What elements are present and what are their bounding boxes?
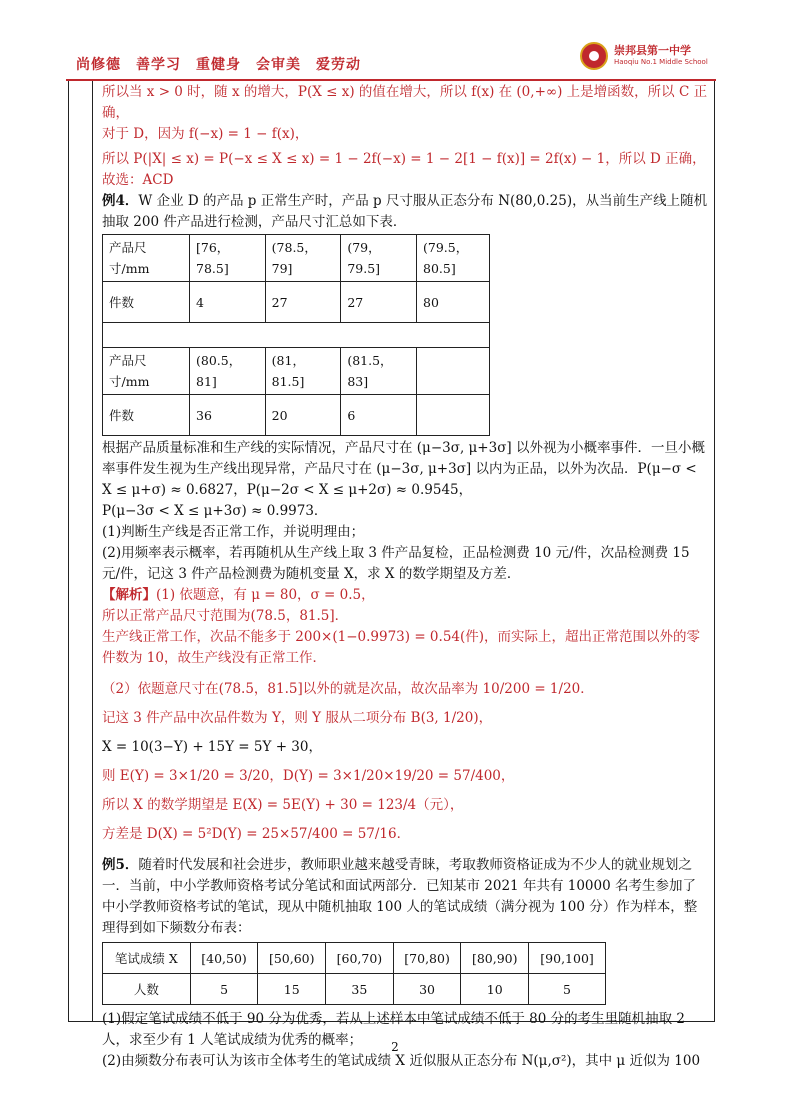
school-logo <box>580 40 710 74</box>
table-row <box>103 974 606 1005</box>
table-cell <box>417 395 490 436</box>
table-cell: (80.5，81] <box>190 348 266 395</box>
score-table <box>102 942 606 1005</box>
table-cell: 件数 <box>103 395 190 436</box>
table-row <box>103 395 490 436</box>
school-name-en: Haoqiu No.1 Middle School <box>614 58 708 66</box>
document-body <box>102 82 708 1072</box>
example-5-text: 随着时代发展和社会进步，教师职业越来越受青睐，考取教师资格证成为不少人的就业规划之一．当前，中小学教师资格考试分笔试和面试两部分．已知某市 2021 年共有 10000 名考生参加了中小学教师资格考试的笔试，现从中随机抽取 100 人的笔试成绩（满分视为 100 分）作为样本，整理得到如下频数分布表： <box>102 857 698 936</box>
solution-answer: 故选：ACD <box>102 172 174 188</box>
example-4 <box>102 191 708 233</box>
solution-line-1: 所以当 x > 0 时，随 x 的增大，P(X ≤ x) 的值在增大，所以 f(x) 在 (0,+∞) 上是增函数，所以 C 正确， <box>102 84 708 121</box>
solution-step-4-text: （2）依题意尺寸在(78.5，81.5]以外的就是次品，故次品率为 <box>102 681 479 697</box>
solution-step-1-text: (1) 依题意，有 μ = 80，σ = 0.5， <box>156 587 375 603</box>
page-header <box>66 38 716 78</box>
table-cell: [90,100] <box>529 943 606 974</box>
question-2: (2)用频率表示概率，若再随机从生产线上取 3 件产品复检，正品检测费 10 元/件，次品检测费 15 元/件，记这 3 件产品检测费为随机变量 X，求 X 的数学期望及方差． <box>102 545 690 582</box>
table-cell: 笔试成绩 X <box>103 943 191 974</box>
table-cell: 20 <box>265 395 341 436</box>
school-name-cn: 崇邦县第一中学 <box>614 44 691 57</box>
table-row <box>103 348 490 395</box>
table-cell: 人数 <box>103 974 191 1005</box>
table-cell: 27 <box>265 282 341 323</box>
margin-line <box>92 81 93 1021</box>
page-number: 2 <box>391 1040 399 1054</box>
table-cell: 5 <box>529 974 606 1005</box>
table-cell: [70,80) <box>393 943 461 974</box>
table-cell: 4 <box>190 282 266 323</box>
table-cell: [76，78.5] <box>190 235 266 282</box>
table-cell: (78.5，79] <box>265 235 341 282</box>
table-cell: [80,90) <box>461 943 529 974</box>
context-paragraph: 根据产品质量标准和生产线的实际情况，产品尺寸在 (μ−3σ, μ+3σ] 以外视为小概率事件．一旦小概率事件发生视为生产线出现异常，产品尺寸在 (μ−3σ, μ+3σ] 以内为正品，以外为次品．P(μ−σ < X ≤ μ+σ) ≈ 0.6827，P(μ−2σ < X ≤ μ+2σ) ≈ 0.9545， <box>102 440 705 498</box>
table-cell: 件数 <box>103 282 190 323</box>
solution-step-7: 则 E(Y) = 3×1/20 = 3/20，D(Y) = 3×1/20×19/20 = 57/400， <box>102 768 515 784</box>
table-cell: [40,50) <box>190 943 258 974</box>
example-5-question-1: (1)假定笔试成绩不低于 90 分为优秀，若从上述样本中笔试成绩不低于 80 分的考生里随机抽取 2 人，求至少有 1 人笔试成绩为优秀的概率； <box>102 1011 686 1048</box>
table-cell: [50,60) <box>258 943 326 974</box>
table-cell: (79.5，80.5] <box>417 235 490 282</box>
example-5-label: 例5． <box>102 857 139 873</box>
solution-step-9: 方差是 D(X) = 5²D(Y) = 25×57/400 = 57/16． <box>102 826 411 842</box>
school-emblem-icon <box>580 42 608 70</box>
table-cell: 10 <box>461 974 529 1005</box>
solution-step-5: 记这 3 件产品中次品件数为 Y，则 Y 服从二项分布 B(3, 1/20)， <box>102 710 493 726</box>
table-cell: 6 <box>341 395 417 436</box>
example-4-text: W 企业 D 的产品 p 正常生产时，产品 p 尺寸服从正态分布 N(80,0.25)，从当前生产线上随机抽取 200 件产品进行检测，产品尺寸汇总如下表． <box>102 193 708 230</box>
example-5 <box>102 855 708 939</box>
example-4-label: 例4． <box>102 193 139 209</box>
solution-line-3: 所以 P(|X| ≤ x) = P(−x ≤ X ≤ x) = 1 − 2f(−x) = 1 − 2[1 − f(x)] = 2f(x) − 1，所以 D 正确， <box>102 151 706 167</box>
table-cell: 36 <box>190 395 266 436</box>
question-1: (1)判断生产线是否正常工作，并说明理由； <box>102 524 365 540</box>
solution-step-3: 生产线正常工作，次品不能多于 200×(1−0.9973) = 0.54(件)，而实际上，超出正常范围以外的零件数为 10，故生产线没有正常工作． <box>102 629 701 666</box>
table-cell: 35 <box>326 974 394 1005</box>
table-cell: (81.5，83] <box>341 348 417 395</box>
solution-step-2: 所以正常产品尺寸范围为(78.5，81.5]． <box>102 608 349 624</box>
table-cell: 15 <box>258 974 326 1005</box>
table-cell: (81，81.5] <box>265 348 341 395</box>
solution-step-8: 所以 X 的数学期望是 E(X) = 5E(Y) + 30 = 123/4（元）， <box>102 797 464 813</box>
defect-rate: 10/200 = 1/20． <box>482 681 594 697</box>
table-row <box>103 943 606 974</box>
table-cell: 5 <box>190 974 258 1005</box>
table-cell: [60,70) <box>326 943 394 974</box>
table-cell: (79，79.5] <box>341 235 417 282</box>
table-cell: 产品尺寸/mm <box>103 348 190 395</box>
size-table <box>102 234 490 436</box>
table-cell: 30 <box>393 974 461 1005</box>
table-cell: 80 <box>417 282 490 323</box>
table-cell: 产品尺寸/mm <box>103 235 190 282</box>
example-5-question-2: (2)由频数分布表可认为该市全体考生的笔试成绩 X 近似服从正态分布 N(μ,σ²)，其中 μ 近似为 100 <box>102 1053 701 1069</box>
table-cell <box>417 348 490 395</box>
context-probability: P(μ−3σ < X ≤ μ+3σ) ≈ 0.9973． <box>102 503 328 519</box>
solution-step-4 <box>102 679 708 700</box>
table-row <box>103 235 490 282</box>
table-row <box>103 282 490 323</box>
solution-step-6: X = 10(3−Y) + 15Y = 5Y + 30， <box>102 739 322 755</box>
table-spacer-row <box>103 323 490 348</box>
table-cell <box>103 323 490 348</box>
table-cell: 27 <box>341 282 417 323</box>
analysis-tag: 【解析】 <box>102 587 156 603</box>
school-motto: 尚修德 善学习 重健身 会审美 爱劳动 <box>76 57 361 73</box>
solution-line-2: 对于 D，因为 f(−x) = 1 − f(x)， <box>102 126 309 142</box>
solution-step-1 <box>102 585 708 606</box>
